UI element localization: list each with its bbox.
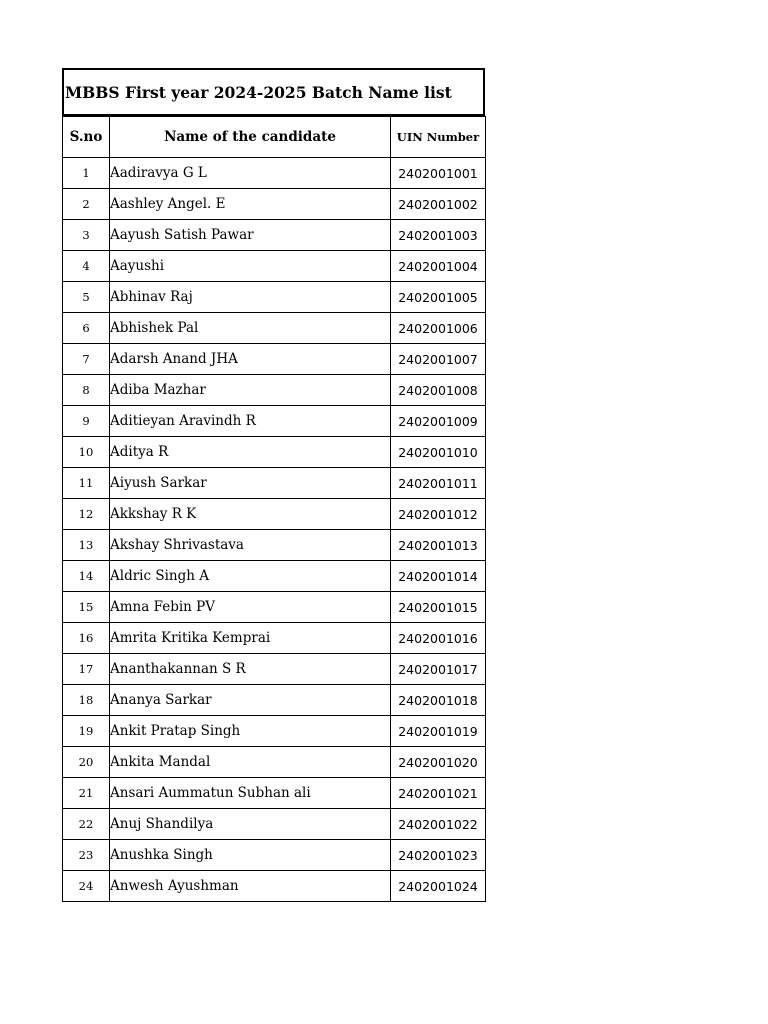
- cell-uin-number: 2402001014: [391, 561, 486, 592]
- cell-candidate-name: Abhinav Raj: [110, 282, 391, 313]
- table-row: [63, 871, 486, 902]
- cell-uin-number: 2402001009: [391, 406, 486, 437]
- document-title: MBBS First year 2024-2025 Batch Name list: [62, 68, 485, 116]
- cell-uin-number: 2402001003: [391, 220, 486, 251]
- cell-sno: 4: [63, 251, 110, 282]
- table-row: [63, 158, 486, 189]
- cell-candidate-name: Amrita Kritika Kemprai: [110, 623, 391, 654]
- cell-candidate-name: Aayush Satish Pawar: [110, 220, 391, 251]
- cell-candidate-name: Aadiravya G L: [110, 158, 391, 189]
- cell-sno: 17: [63, 654, 110, 685]
- table-row: [63, 220, 486, 251]
- cell-candidate-name: Adiba Mazhar: [110, 375, 391, 406]
- cell-candidate-name: Aditieyan Aravindh R: [110, 406, 391, 437]
- cell-sno: 15: [63, 592, 110, 623]
- cell-sno: 18: [63, 685, 110, 716]
- cell-uin-number: 2402001001: [391, 158, 486, 189]
- cell-sno: 14: [63, 561, 110, 592]
- cell-uin-number: 2402001005: [391, 282, 486, 313]
- cell-uin-number: 2402001022: [391, 809, 486, 840]
- batch-name-list: [62, 68, 485, 902]
- table-row: [63, 499, 486, 530]
- table-row: [63, 840, 486, 871]
- cell-candidate-name: Anuj Shandilya: [110, 809, 391, 840]
- cell-sno: 12: [63, 499, 110, 530]
- cell-sno: 19: [63, 716, 110, 747]
- cell-uin-number: 2402001002: [391, 189, 486, 220]
- cell-uin-number: 2402001024: [391, 871, 486, 902]
- table-row: [63, 530, 486, 561]
- cell-sno: 2: [63, 189, 110, 220]
- cell-sno: 16: [63, 623, 110, 654]
- cell-uin-number: 2402001019: [391, 716, 486, 747]
- table-row: [63, 189, 486, 220]
- header-candidate-name: Name of the candidate: [110, 117, 391, 158]
- candidate-table: [62, 116, 486, 902]
- table-header-row: [63, 117, 486, 158]
- table-row: [63, 561, 486, 592]
- table-row: [63, 251, 486, 282]
- header-sno: S.no: [63, 117, 110, 158]
- table-row: [63, 468, 486, 499]
- cell-uin-number: 2402001021: [391, 778, 486, 809]
- cell-candidate-name: Ananthakannan S R: [110, 654, 391, 685]
- cell-uin-number: 2402001013: [391, 530, 486, 561]
- table-row: [63, 685, 486, 716]
- cell-sno: 3: [63, 220, 110, 251]
- cell-candidate-name: Aayushi: [110, 251, 391, 282]
- cell-sno: 6: [63, 313, 110, 344]
- table-row: [63, 406, 486, 437]
- cell-uin-number: 2402001012: [391, 499, 486, 530]
- cell-candidate-name: Ansari Aummatun Subhan ali: [110, 778, 391, 809]
- cell-sno: 21: [63, 778, 110, 809]
- cell-sno: 5: [63, 282, 110, 313]
- cell-sno: 11: [63, 468, 110, 499]
- table-row: [63, 592, 486, 623]
- cell-uin-number: 2402001020: [391, 747, 486, 778]
- table-row: [63, 437, 486, 468]
- cell-uin-number: 2402001016: [391, 623, 486, 654]
- cell-sno: 23: [63, 840, 110, 871]
- table-row: [63, 375, 486, 406]
- cell-candidate-name: Aashley Angel. E: [110, 189, 391, 220]
- cell-sno: 13: [63, 530, 110, 561]
- cell-candidate-name: Anwesh Ayushman: [110, 871, 391, 902]
- table-row: [63, 809, 486, 840]
- table-body: [63, 158, 486, 902]
- cell-uin-number: 2402001017: [391, 654, 486, 685]
- cell-uin-number: 2402001018: [391, 685, 486, 716]
- cell-candidate-name: Ankit Pratap Singh: [110, 716, 391, 747]
- table-row: [63, 313, 486, 344]
- cell-uin-number: 2402001008: [391, 375, 486, 406]
- cell-sno: 1: [63, 158, 110, 189]
- table-row: [63, 654, 486, 685]
- cell-uin-number: 2402001004: [391, 251, 486, 282]
- cell-uin-number: 2402001011: [391, 468, 486, 499]
- cell-candidate-name: Amna Febin PV: [110, 592, 391, 623]
- cell-sno: 10: [63, 437, 110, 468]
- table-row: [63, 282, 486, 313]
- cell-uin-number: 2402001023: [391, 840, 486, 871]
- cell-candidate-name: Aiyush Sarkar: [110, 468, 391, 499]
- table-row: [63, 747, 486, 778]
- table-row: [63, 344, 486, 375]
- cell-candidate-name: Abhishek Pal: [110, 313, 391, 344]
- table-row: [63, 716, 486, 747]
- cell-candidate-name: Aldric Singh A: [110, 561, 391, 592]
- cell-uin-number: 2402001007: [391, 344, 486, 375]
- cell-candidate-name: Akshay Shrivastava: [110, 530, 391, 561]
- cell-candidate-name: Aditya R: [110, 437, 391, 468]
- cell-uin-number: 2402001015: [391, 592, 486, 623]
- cell-sno: 24: [63, 871, 110, 902]
- cell-uin-number: 2402001010: [391, 437, 486, 468]
- cell-candidate-name: Ananya Sarkar: [110, 685, 391, 716]
- cell-candidate-name: Anushka Singh: [110, 840, 391, 871]
- cell-sno: 8: [63, 375, 110, 406]
- cell-uin-number: 2402001006: [391, 313, 486, 344]
- cell-sno: 20: [63, 747, 110, 778]
- header-uin-number: UIN Number: [391, 117, 486, 158]
- cell-sno: 9: [63, 406, 110, 437]
- cell-sno: 22: [63, 809, 110, 840]
- table-row: [63, 778, 486, 809]
- cell-candidate-name: Ankita Mandal: [110, 747, 391, 778]
- table-row: [63, 623, 486, 654]
- cell-sno: 7: [63, 344, 110, 375]
- cell-candidate-name: Akkshay R K: [110, 499, 391, 530]
- cell-candidate-name: Adarsh Anand JHA: [110, 344, 391, 375]
